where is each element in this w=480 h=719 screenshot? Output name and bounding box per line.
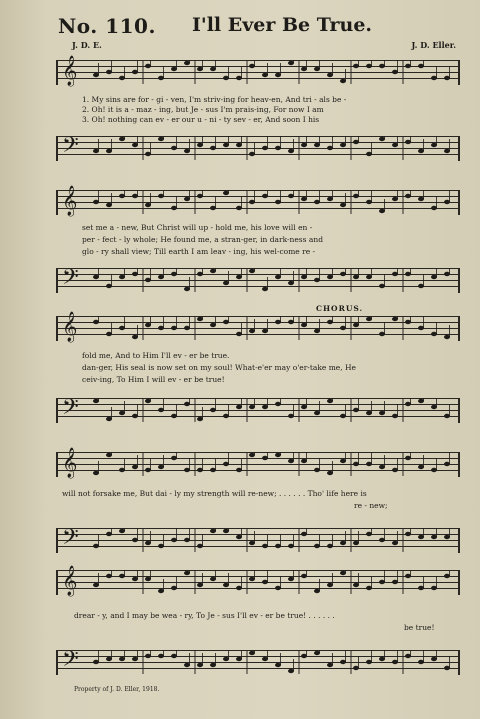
verse-line-3: 3. Oh! nothing can ev - er our u - ni - ty sev - er, And soon I his xyxy=(82,115,320,124)
notation-marks xyxy=(56,395,460,425)
treble-staff xyxy=(56,448,460,478)
treble-staff xyxy=(56,186,460,216)
notation-marks xyxy=(56,56,460,86)
verse-line-3: ceiv-ing, To Him I will ev - er be true! xyxy=(82,375,225,384)
verse-line-2: 2. Oh! it is a - maz - ing, but Je - sus I'm prais-ing, For now I am xyxy=(82,105,324,114)
notation-marks xyxy=(56,566,460,596)
chorus-line-4: be true! xyxy=(404,623,435,632)
bass-clef-icon: 𝄢 xyxy=(62,395,79,425)
notes xyxy=(56,265,460,295)
notation-marks xyxy=(56,186,460,216)
bass-clef-icon: 𝄢 xyxy=(62,525,79,555)
notation-marks xyxy=(56,265,460,295)
notes xyxy=(56,448,460,478)
notes xyxy=(56,647,460,677)
hymn-title: I'll Ever Be True. xyxy=(192,14,373,36)
notation-marks xyxy=(56,312,460,342)
bass-clef-icon: 𝄢 xyxy=(62,647,79,677)
bass-staff xyxy=(56,647,460,677)
bass-staff xyxy=(56,265,460,295)
notation-marks xyxy=(56,133,460,163)
notes xyxy=(56,312,460,342)
music-system-2 xyxy=(56,186,460,298)
bass-clef-icon: 𝄢 xyxy=(62,265,79,295)
verse-line-2: per - fect - ly whole; He found me, a stran-ger, in dark-ness and xyxy=(82,235,323,244)
chorus-line-2: re - new; xyxy=(354,501,388,510)
hymn-heading xyxy=(58,14,458,42)
notes xyxy=(56,525,460,555)
verse-line-3: glo - ry shall view; Till earth I am leav - ing, his wel-come re - xyxy=(82,247,316,256)
verse-line-1: fold me, And to Him I'll ev - er be true. xyxy=(82,351,230,360)
chorus-line-1: will not forsake me, But dai - ly my strength will re-new; . . . . . . Tho' life here is xyxy=(62,489,367,498)
notes xyxy=(56,186,460,216)
chorus-label: CHORUS. xyxy=(316,304,364,313)
bass-staff xyxy=(56,133,460,163)
verse-line-2: dan-ger, His seal is now set on my soul! What-e'er may o'er-take me, He xyxy=(82,363,356,372)
music-system-5 xyxy=(56,564,460,682)
chorus-line-3: drear - y, and I may be wea - ry, To Je - sus I'll ev - er be true! . . . . . . xyxy=(74,611,335,620)
bass-staff xyxy=(56,525,460,555)
treble-clef-icon: 𝄞 xyxy=(62,566,78,596)
notation-marks xyxy=(56,448,460,478)
words-credit: J. D. E. xyxy=(72,40,102,50)
notes xyxy=(56,395,460,425)
treble-staff xyxy=(56,566,460,596)
hymn-number: No. 110. xyxy=(58,14,156,38)
notes xyxy=(56,133,460,163)
bass-clef-icon: 𝄢 xyxy=(62,133,79,163)
verse-line-1: set me a - new, But Christ will up - hold me, his love will en - xyxy=(82,223,313,232)
treble-staff xyxy=(56,312,460,342)
music-system-4 xyxy=(56,440,460,554)
bass-staff xyxy=(56,395,460,425)
treble-clef-icon: 𝄞 xyxy=(62,448,78,478)
music-system-3 xyxy=(56,304,460,438)
notes xyxy=(56,566,460,596)
music-system-1 xyxy=(56,56,460,166)
treble-staff xyxy=(56,56,460,86)
verse-line-1: 1. My sins are for - gi - ven, I'm striv-ing for heav-en, And tri - als be - xyxy=(82,95,347,104)
treble-clef-icon: 𝄞 xyxy=(62,186,78,216)
treble-clef-icon: 𝄞 xyxy=(62,56,78,86)
copyright-footer: Property of J. D. Eller, 1918. xyxy=(74,686,160,693)
music-credit: J. D. Eller. xyxy=(411,40,456,50)
treble-clef-icon: 𝄞 xyxy=(62,312,78,342)
notation-marks xyxy=(56,525,460,555)
notation-marks xyxy=(56,647,460,677)
notes xyxy=(56,56,460,86)
